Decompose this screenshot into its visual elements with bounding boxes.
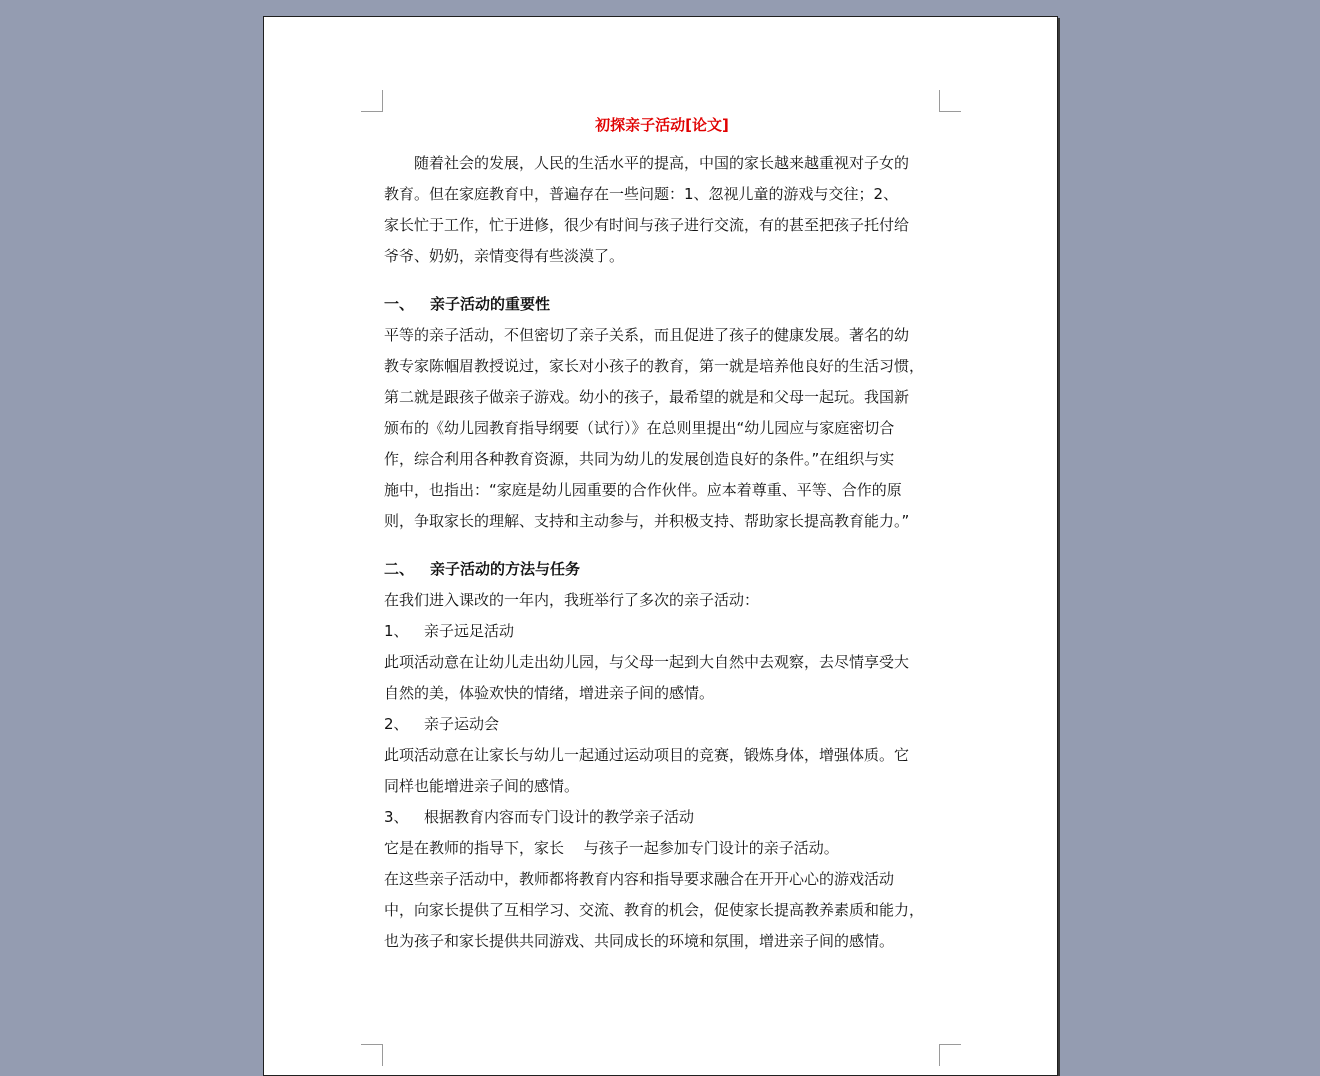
text-line: 此项活动意在让家长与幼儿一起通过运动项目的竞赛，锻炼身体，增强体质。它 [384,746,910,764]
intro-paragraph [384,148,940,272]
text-line: 同样也能增进亲子间的感情。 [384,777,580,795]
list-item [384,616,940,709]
margin-corner-top-right [939,90,961,112]
section-heading-2 [384,554,940,585]
document-page [263,16,1058,1076]
text-line: 爷爷、奶奶，亲情变得有些淡漠了。 [384,247,625,265]
section-heading-text: 亲子活动的重要性 [430,295,551,313]
section-heading-text: 亲子活动的方法与任务 [430,560,581,578]
section2-intro [384,585,940,616]
list-item-label [384,709,940,740]
text-line: 则，争取家长的理解、支持和主动参与，并积极支持、帮助家长提高教育能力。” [384,512,910,530]
list-item-title: 根据教育内容而专门设计的教学亲子活动 [424,808,695,826]
text-line: 也为孩子和家长提供共同游戏、共同成长的环境和氛围，增进亲子间的感情。 [384,932,895,950]
list-item-title: 亲子远足活动 [424,622,515,640]
list-item [384,802,940,957]
text-line: 随着社会的发展，人民的生活水平的提高，中国的家长越来越重视对子女的 [414,154,910,172]
text-line: 中，向家长提供了互相学习、交流、教育的机会，促使家长提高教养素质和能力， [384,901,925,919]
list-item-label [384,802,940,833]
document-body[interactable] [384,113,940,957]
margin-corner-top-left [361,90,383,112]
text-line: 教育。但在家庭教育中，普遍存在一些问题：1、忽视儿童的游戏与交往；2、 [384,185,899,203]
list-item-number: 2、 [384,715,409,733]
text-line: 施中，也指出：“家庭是幼儿园重要的合作伙伴。应本着尊重、平等、合作的原 [384,481,902,499]
list-item-number: 1、 [384,622,409,640]
list-item-number: 3、 [384,808,409,826]
text-line: 平等的亲子活动，不但密切了亲子关系，而且促进了孩子的健康发展。著名的幼 [384,326,910,344]
section-number: 一、 [384,295,415,313]
text-line: 此项活动意在让幼儿走出幼儿园，与父母一起到大自然中去观察，去尽情享受大 [384,653,910,671]
list-item-label [384,616,940,647]
margin-corner-bottom-right [939,1044,961,1066]
text-line: 它是在教师的指导下，家长 与孩子一起参加专门设计的亲子活动。 [384,839,839,857]
text-line: 教专家陈帼眉教授说过，家长对小孩子的教育，第一就是培养他良好的生活习惯， [384,357,925,375]
section-heading-1 [384,289,940,320]
text-line: 颁布的《幼儿园教育指导纲要（试行）》在总则里提出“幼儿园应与家庭密切合 [384,419,895,437]
text-line: 在我们进入课改的一年内，我班举行了多次的亲子活动： [384,591,760,609]
text-line: 家长忙于工作，忙于进修，很少有时间与孩子进行交流，有的甚至把孩子托付给 [384,216,910,234]
text-line: 第二就是跟孩子做亲子游戏。幼小的孩子，最希望的就是和父母一起玩。我国新 [384,388,910,406]
text-line: 自然的美，体验欢快的情绪，增进亲子间的感情。 [384,684,715,702]
list-item [384,709,940,802]
text-line: 作，综合利用各种教育资源，共同为幼儿的发展创造良好的条件。”在组织与实 [384,450,895,468]
section1-paragraph [384,320,940,537]
document-title: 初探亲子活动[论文] [595,116,729,134]
margin-corner-bottom-left [361,1044,383,1066]
section-number: 二、 [384,560,415,578]
text-line: 在这些亲子活动中，教师都将教育内容和指导要求融合在开开心心的游戏活动 [384,870,895,888]
list-item-title: 亲子运动会 [424,715,500,733]
